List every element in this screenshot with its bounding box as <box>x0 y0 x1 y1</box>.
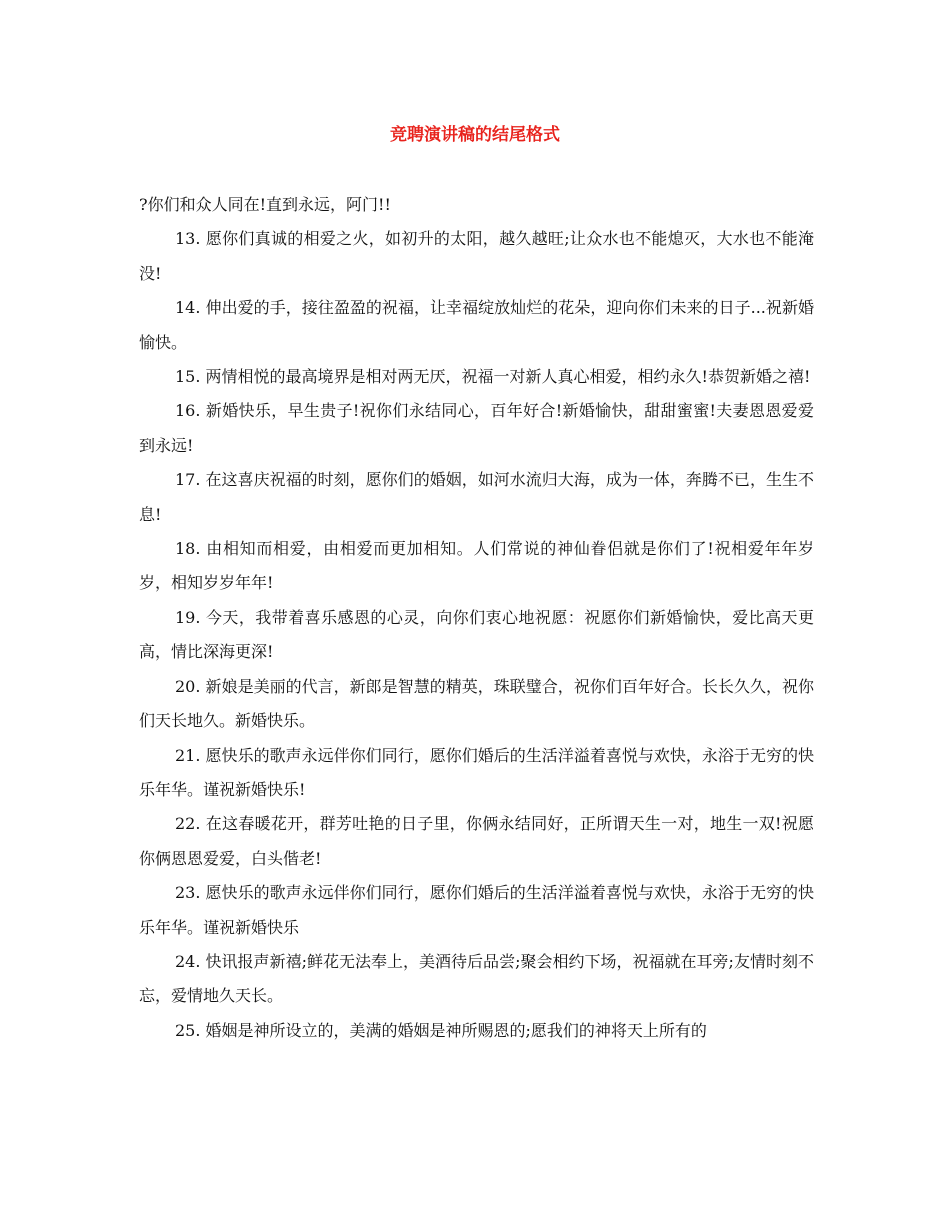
paragraph-21: 21. 愿快乐的歌声永远伴你们同行，愿你们婚后的生活洋溢着喜悦与欢快，永浴于无穷的快乐年华。谨祝新婚快乐! <box>139 745 814 799</box>
paragraph-23: 23. 愿快乐的歌声永远伴你们同行，愿你们婚后的生活洋溢着喜悦与欢快，永浴于无穷的快乐年华。谨祝新婚快乐 <box>139 883 814 937</box>
paragraph-25: 25. 婚姻是神所设立的，美满的婚姻是神所赐恩的;愿我们的神将天上所有的 <box>175 1020 707 1040</box>
page-title: 竞聘演讲稿的结尾格式 <box>390 125 560 145</box>
paragraph-15: 15. 两情相悦的最高境界是相对两无厌，祝福一对新人真心相爱，相约永久!恭贺新婚之禧! <box>175 367 811 387</box>
document-body <box>139 188 814 1048</box>
paragraph-22: 22. 在这春暖花开，群芳吐艳的日子里，你俩永结同好，正所谓天生一对，地生一双!祝愿你俩恩恩爱爱，白头偕老! <box>139 814 814 868</box>
paragraph-20: 20. 新娘是美丽的代言，新郎是智慧的精英，珠联璧合，祝你们百年好合。长长久久，祝你们天长地久。新婚快乐。 <box>139 676 814 731</box>
paragraph-19: 19. 今天，我带着喜乐感恩的心灵，向你们衷心地祝愿：祝愿你们新婚愉快，爱比高天更高，情比深海更深! <box>139 607 814 662</box>
paragraph-16: 16. 新婚快乐，早生贵子!祝你们永结同心，百年好合!新婚愉快，甜甜蜜蜜!夫妻恩恩爱爱到永远! <box>139 401 814 455</box>
paragraph-17: 17. 在这喜庆祝福的时刻，愿你们的婚姻，如河水流归大海，成为一体，奔腾不已，生生不息! <box>139 470 814 524</box>
paragraph-13: 13. 愿你们真诚的相爱之火，如初升的太阳，越久越旺;让众水也不能熄灭，大水也不能淹没! <box>139 229 814 283</box>
paragraph-18: 18. 由相知而相爱，由相爱而更加相知。人们常说的神仙眷侣就是你们了!祝相爱年年岁岁，相知岁岁年年! <box>139 539 814 593</box>
paragraph-14: 14. 伸出爱的手，接往盈盈的祝福，让幸福绽放灿烂的花朵，迎向你们未来的日子...祝新婚愉快。 <box>139 298 814 352</box>
opening-line: ?你们和众人同在!直到永远，阿门!! <box>139 195 391 214</box>
paragraph-24: 24. 快讯报声新禧;鲜花无法奉上，美酒待后品尝;聚会相约下场，祝福就在耳旁;友情时刻不忘，爱情地久天长。 <box>139 951 814 1006</box>
